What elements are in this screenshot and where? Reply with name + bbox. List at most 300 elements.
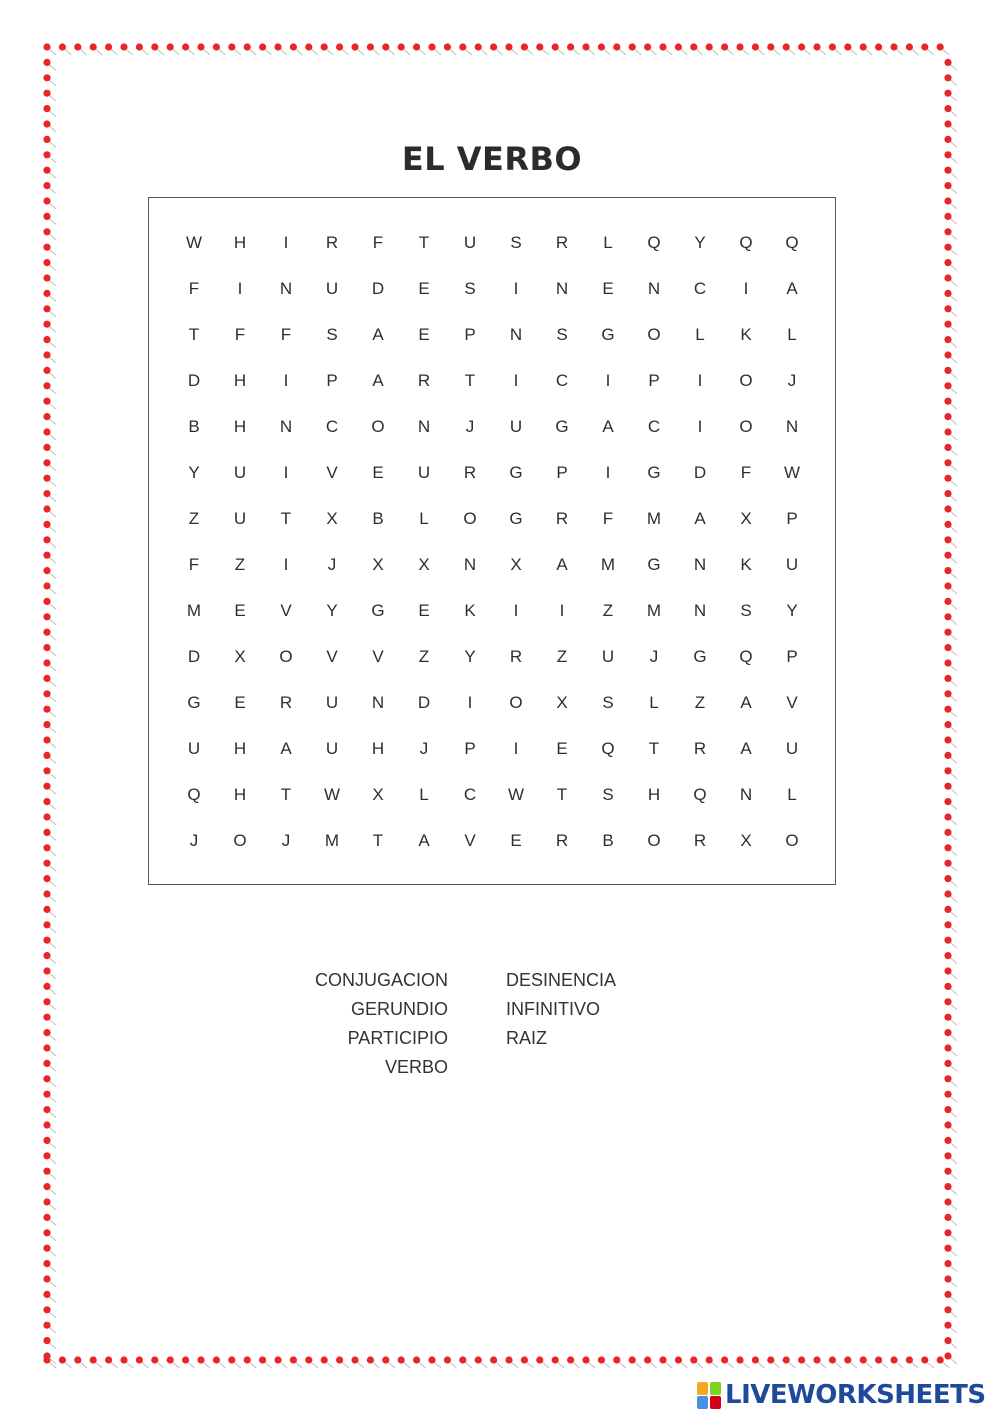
grid-cell[interactable]: J <box>787 371 797 390</box>
grid-cell[interactable]: V <box>280 601 292 620</box>
border-dot <box>944 860 951 867</box>
border-dot <box>43 690 50 697</box>
border-dot <box>43 783 50 790</box>
grid-cell[interactable]: U <box>233 509 247 528</box>
grid-cell[interactable]: F <box>234 325 246 344</box>
grid-cell[interactable]: U <box>509 417 523 436</box>
grid-cell[interactable]: M <box>186 601 202 620</box>
grid-cell[interactable]: G <box>647 463 661 482</box>
grid-cell[interactable]: D <box>371 279 385 298</box>
grid-cell[interactable]: Z <box>694 693 706 712</box>
grid-cell[interactable]: P <box>464 325 476 344</box>
grid-cell[interactable]: V <box>326 463 338 482</box>
grid-cell[interactable]: O <box>739 371 753 390</box>
grid-cell[interactable]: S <box>464 279 476 298</box>
border-dot <box>944 844 951 851</box>
border-dot <box>459 43 466 50</box>
grid-cell[interactable]: E <box>602 279 614 298</box>
border-dot <box>944 1137 951 1144</box>
grid-cell[interactable]: S <box>602 785 614 804</box>
border-dot <box>43 259 50 266</box>
grid-cell[interactable]: O <box>785 831 799 850</box>
grid-cell[interactable]: P <box>464 739 476 758</box>
border-dot <box>613 43 620 50</box>
grid-cell[interactable]: R <box>693 739 707 758</box>
grid-cell[interactable]: M <box>646 509 662 528</box>
border-dot <box>659 1356 666 1363</box>
grid-cell[interactable]: Q <box>739 233 753 252</box>
grid-cell[interactable]: P <box>786 509 798 528</box>
border-dot <box>567 43 574 50</box>
grid-cell[interactable]: X <box>740 831 752 850</box>
grid-cell[interactable]: L <box>695 325 705 344</box>
grid-cell[interactable]: N <box>647 279 661 298</box>
grid-cell[interactable]: K <box>740 325 752 344</box>
grid-cell[interactable]: O <box>647 831 661 850</box>
border-dot <box>43 321 50 328</box>
grid-cell[interactable]: H <box>233 233 247 252</box>
grid-cell[interactable]: F <box>280 325 292 344</box>
border-dot <box>43 844 50 851</box>
grid-cell[interactable]: H <box>233 417 247 436</box>
grid-cell[interactable]: T <box>188 325 200 344</box>
grid-cell[interactable]: I <box>559 601 565 620</box>
grid-cell[interactable]: A <box>740 739 752 758</box>
grid-cell[interactable]: Q <box>785 233 799 252</box>
border-dot <box>105 1356 112 1363</box>
grid-cell[interactable]: W <box>323 785 341 804</box>
grid-cell[interactable]: F <box>372 233 384 252</box>
grid-cell[interactable]: I <box>605 371 611 390</box>
word-item: DESINENCIA <box>506 970 617 990</box>
border-dot <box>459 1356 466 1363</box>
border-dot <box>43 1306 50 1313</box>
grid-cell[interactable]: O <box>463 509 477 528</box>
grid-cell[interactable]: I <box>283 233 289 252</box>
border-dot <box>944 659 951 666</box>
grid-cell[interactable]: F <box>188 279 200 298</box>
grid-cell[interactable]: E <box>372 463 384 482</box>
logo-text: LIVEWORKSHEETS <box>725 1380 986 1410</box>
grid-cell[interactable]: Z <box>418 647 430 666</box>
grid-cell[interactable]: P <box>786 647 798 666</box>
border-dot <box>490 43 497 50</box>
border-dot <box>944 613 951 620</box>
border-dot <box>944 598 951 605</box>
border-dot <box>944 398 951 405</box>
border-dot <box>944 736 951 743</box>
grid-cell[interactable]: O <box>509 693 523 712</box>
grid-cell[interactable]: W <box>783 463 801 482</box>
border-dot <box>860 43 867 50</box>
border-dot <box>43 398 50 405</box>
grid-cell[interactable]: J <box>649 647 659 666</box>
grid-cell[interactable]: T <box>648 739 660 758</box>
border-dot <box>43 1352 50 1359</box>
border-dot <box>43 536 50 543</box>
border-dot <box>43 444 50 451</box>
border-dot <box>944 1260 951 1267</box>
grid-cell[interactable]: B <box>188 417 200 436</box>
grid-cell[interactable]: A <box>602 417 614 436</box>
grid-cell[interactable]: H <box>647 785 661 804</box>
border-dot <box>43 428 50 435</box>
border-dot <box>944 752 951 759</box>
grid-cell[interactable]: I <box>283 555 289 574</box>
border-dot <box>305 1356 312 1363</box>
border-dot <box>752 43 759 50</box>
grid-cell[interactable]: J <box>327 555 337 574</box>
grid-cell[interactable]: C <box>463 785 477 804</box>
grid-cell[interactable]: A <box>372 325 384 344</box>
grid-cell[interactable]: D <box>187 371 201 390</box>
grid-cell[interactable]: O <box>371 417 385 436</box>
grid-cell[interactable]: X <box>510 555 522 574</box>
grid-cell[interactable]: O <box>739 417 753 436</box>
border-dot <box>43 351 50 358</box>
grid-cell[interactable]: H <box>233 785 247 804</box>
border-dot <box>43 629 50 636</box>
grid-cell[interactable]: E <box>418 325 430 344</box>
border-dot <box>43 767 50 774</box>
grid-cell[interactable]: T <box>280 785 292 804</box>
grid-cell[interactable]: N <box>555 279 569 298</box>
grid-cell[interactable]: Y <box>694 233 706 252</box>
border-dot <box>944 351 951 358</box>
border-dot <box>43 90 50 97</box>
grid-cell[interactable]: I <box>283 463 289 482</box>
grid-cell[interactable]: R <box>509 647 523 666</box>
grid-cell[interactable]: G <box>509 509 523 528</box>
word-search-box <box>148 197 836 885</box>
grid-cell[interactable]: A <box>418 831 430 850</box>
border-dot <box>59 1356 66 1363</box>
border-dot <box>629 43 636 50</box>
grid-cell[interactable]: S <box>556 325 568 344</box>
border-dot <box>944 59 951 66</box>
grid-cell[interactable]: Y <box>786 601 798 620</box>
grid-cell[interactable]: I <box>513 371 519 390</box>
grid-cell[interactable]: P <box>326 371 338 390</box>
grid-cell[interactable]: W <box>185 233 203 252</box>
grid-cell[interactable]: Y <box>188 463 200 482</box>
grid-cell[interactable]: U <box>325 739 339 758</box>
border-dot <box>505 43 512 50</box>
grid-cell[interactable]: T <box>372 831 384 850</box>
grid-cell[interactable]: R <box>279 693 293 712</box>
grid-cell[interactable]: H <box>371 739 385 758</box>
grid-cell[interactable]: V <box>464 831 476 850</box>
grid-cell[interactable]: Z <box>188 509 200 528</box>
grid-cell[interactable]: I <box>513 279 519 298</box>
grid-cell[interactable]: U <box>601 647 615 666</box>
grid-cell[interactable]: W <box>507 785 525 804</box>
border-dot <box>43 952 50 959</box>
border-dot <box>43 305 50 312</box>
grid-cell[interactable]: R <box>325 233 339 252</box>
grid-cell[interactable]: X <box>372 785 384 804</box>
border-dot <box>43 43 50 50</box>
grid-cell[interactable]: C <box>555 371 569 390</box>
grid-cell[interactable]: S <box>602 693 614 712</box>
grid-cell[interactable]: X <box>740 509 752 528</box>
grid-cell[interactable]: T <box>418 233 430 252</box>
grid-cell[interactable]: A <box>280 739 292 758</box>
grid-cell[interactable]: A <box>740 693 752 712</box>
border-dot <box>382 1356 389 1363</box>
border-dot <box>944 367 951 374</box>
border-dot <box>944 1291 951 1298</box>
grid-cell[interactable]: E <box>418 601 430 620</box>
grid-cell[interactable]: I <box>513 601 519 620</box>
grid-cell[interactable]: E <box>418 279 430 298</box>
grid-cell[interactable]: I <box>605 463 611 482</box>
grid-cell[interactable]: U <box>187 739 201 758</box>
grid-cell[interactable]: X <box>234 647 246 666</box>
grid-cell[interactable]: H <box>233 739 247 758</box>
grid-cell[interactable]: N <box>463 555 477 574</box>
grid-cell[interactable]: B <box>602 831 614 850</box>
grid-cell[interactable]: F <box>602 509 614 528</box>
border-dot <box>567 1356 574 1363</box>
grid-cell[interactable]: D <box>417 693 431 712</box>
border-dot <box>536 43 543 50</box>
word-search-grid <box>171 220 815 864</box>
grid-cell[interactable]: N <box>279 279 293 298</box>
border-dot <box>43 1245 50 1252</box>
grid-cell[interactable]: D <box>693 463 707 482</box>
grid-cell[interactable]: E <box>234 693 246 712</box>
border-dot <box>944 244 951 251</box>
grid-cell[interactable]: I <box>697 371 703 390</box>
border-dot <box>43 1260 50 1267</box>
grid-cell[interactable]: T <box>556 785 568 804</box>
grid-cell[interactable]: A <box>556 555 568 574</box>
word-list-left-column <box>315 966 448 1082</box>
grid-cell[interactable]: M <box>324 831 340 850</box>
border-dot <box>259 43 266 50</box>
grid-cell[interactable]: N <box>739 785 753 804</box>
grid-cell[interactable]: Q <box>647 233 661 252</box>
grid-cell[interactable]: Q <box>187 785 201 804</box>
border-dot <box>736 43 743 50</box>
grid-cell[interactable]: Q <box>693 785 707 804</box>
grid-cell[interactable]: L <box>603 233 613 252</box>
grid-cell[interactable]: U <box>233 463 247 482</box>
border-dot <box>944 413 951 420</box>
border-dot <box>944 1229 951 1236</box>
grid-cell[interactable]: M <box>646 601 662 620</box>
grid-cell[interactable]: R <box>555 233 569 252</box>
grid-cell[interactable]: X <box>418 555 430 574</box>
grid-cell[interactable]: O <box>279 647 293 666</box>
grid-cell[interactable]: R <box>417 371 431 390</box>
grid-cell[interactable]: C <box>647 417 661 436</box>
border-dot <box>43 413 50 420</box>
grid-cell[interactable]: F <box>188 555 200 574</box>
grid-cell[interactable]: N <box>693 601 707 620</box>
grid-cell[interactable]: J <box>465 417 475 436</box>
grid-cell[interactable]: G <box>601 325 615 344</box>
border-dot <box>844 1356 851 1363</box>
grid-cell[interactable]: O <box>233 831 247 850</box>
border-dot <box>43 182 50 189</box>
border-dot <box>43 875 50 882</box>
grid-cell[interactable]: L <box>649 693 659 712</box>
grid-cell[interactable]: D <box>187 647 201 666</box>
grid-cell[interactable]: E <box>510 831 522 850</box>
grid-cell[interactable]: E <box>556 739 568 758</box>
border-dot <box>944 1322 951 1329</box>
border-dot <box>944 567 951 574</box>
grid-cell[interactable]: N <box>371 693 385 712</box>
border-dot <box>944 1275 951 1282</box>
grid-cell[interactable]: I <box>513 739 519 758</box>
grid-cell[interactable]: E <box>234 601 246 620</box>
border-dot <box>944 952 951 959</box>
grid-cell[interactable]: G <box>647 555 661 574</box>
grid-cell[interactable]: B <box>372 509 384 528</box>
grid-cell[interactable]: U <box>463 233 477 252</box>
grid-cell[interactable]: J <box>281 831 291 850</box>
grid-cell[interactable]: I <box>283 371 289 390</box>
grid-cell[interactable]: S <box>740 601 752 620</box>
border-dot <box>43 552 50 559</box>
border-dot <box>43 290 50 297</box>
grid-cell[interactable]: N <box>693 555 707 574</box>
border-dot <box>74 1356 81 1363</box>
grid-cell[interactable]: A <box>786 279 798 298</box>
grid-cell[interactable]: N <box>785 417 799 436</box>
grid-cell[interactable]: C <box>325 417 339 436</box>
border-dot <box>43 1291 50 1298</box>
border-dot <box>228 43 235 50</box>
grid-cell[interactable]: J <box>419 739 429 758</box>
grid-cell[interactable]: Z <box>602 601 614 620</box>
border-dot <box>151 1356 158 1363</box>
border-dot <box>521 1356 528 1363</box>
grid-cell[interactable]: V <box>786 693 798 712</box>
grid-cell[interactable]: Q <box>739 647 753 666</box>
grid-cell[interactable]: N <box>279 417 293 436</box>
border-dot <box>944 767 951 774</box>
border-dot <box>937 43 944 50</box>
border-dot <box>944 197 951 204</box>
grid-cell[interactable]: G <box>509 463 523 482</box>
grid-cell[interactable]: A <box>694 509 706 528</box>
grid-cell[interactable]: Z <box>234 555 246 574</box>
border-dot <box>475 43 482 50</box>
grid-cell[interactable]: G <box>371 601 385 620</box>
grid-cell[interactable]: U <box>785 739 799 758</box>
grid-cell[interactable]: F <box>740 463 752 482</box>
border-dot <box>690 1356 697 1363</box>
grid-cell[interactable]: T <box>464 371 476 390</box>
grid-cell[interactable]: X <box>326 509 338 528</box>
grid-cell[interactable]: X <box>372 555 384 574</box>
grid-cell[interactable]: V <box>326 647 338 666</box>
border-dot <box>937 1356 944 1363</box>
grid-cell[interactable]: M <box>600 555 616 574</box>
grid-cell[interactable]: R <box>555 509 569 528</box>
border-dot <box>944 1352 951 1359</box>
grid-cell[interactable]: Z <box>556 647 568 666</box>
grid-cell[interactable]: U <box>325 693 339 712</box>
grid-cell[interactable]: G <box>693 647 707 666</box>
grid-cell[interactable]: V <box>372 647 384 666</box>
grid-cell[interactable]: X <box>556 693 568 712</box>
grid-cell[interactable]: G <box>555 417 569 436</box>
border-dot <box>944 813 951 820</box>
border-dot <box>43 120 50 127</box>
grid-cell[interactable]: Y <box>326 601 338 620</box>
grid-cell[interactable]: I <box>467 693 473 712</box>
grid-cell[interactable]: R <box>463 463 477 482</box>
border-dot <box>944 921 951 928</box>
grid-cell[interactable]: R <box>555 831 569 850</box>
grid-cell[interactable]: L <box>787 325 797 344</box>
grid-cell[interactable]: K <box>740 555 752 574</box>
grid-cell[interactable]: L <box>419 509 429 528</box>
grid-cell[interactable]: I <box>237 279 243 298</box>
border-dot <box>706 1356 713 1363</box>
liveworksheets-logo[interactable] <box>697 1377 986 1413</box>
border-dot <box>944 274 951 281</box>
grid-cell[interactable]: A <box>372 371 384 390</box>
border-dot <box>944 1245 951 1252</box>
border-dot <box>521 43 528 50</box>
border-dot <box>43 1229 50 1236</box>
border-dot <box>844 43 851 50</box>
grid-cell[interactable]: K <box>464 601 476 620</box>
page-title: EL VERBO <box>401 140 583 178</box>
grid-cell[interactable]: N <box>509 325 523 344</box>
grid-cell[interactable]: L <box>419 785 429 804</box>
border-dot <box>944 1214 951 1221</box>
border-dot <box>213 43 220 50</box>
grid-cell[interactable]: R <box>693 831 707 850</box>
border-dot <box>944 213 951 220</box>
border-dot <box>43 1322 50 1329</box>
grid-cell[interactable]: Q <box>601 739 615 758</box>
grid-cell[interactable]: S <box>510 233 522 252</box>
border-dot <box>944 90 951 97</box>
border-dot <box>829 43 836 50</box>
grid-cell[interactable]: J <box>189 831 199 850</box>
grid-cell[interactable]: S <box>326 325 338 344</box>
border-dot <box>182 1356 189 1363</box>
grid-cell[interactable]: C <box>693 279 707 298</box>
grid-cell[interactable]: U <box>417 463 431 482</box>
grid-cell[interactable]: H <box>233 371 247 390</box>
grid-cell[interactable]: O <box>647 325 661 344</box>
grid-cell[interactable]: U <box>325 279 339 298</box>
grid-cell[interactable]: T <box>280 509 292 528</box>
grid-cell[interactable]: Y <box>464 647 476 666</box>
grid-cell[interactable]: N <box>417 417 431 436</box>
grid-cell[interactable]: P <box>556 463 568 482</box>
grid-cell[interactable]: I <box>697 417 703 436</box>
grid-cell[interactable]: P <box>648 371 660 390</box>
border-dot <box>944 505 951 512</box>
grid-cell[interactable]: L <box>787 785 797 804</box>
border-dot <box>274 1356 281 1363</box>
border-dot <box>721 1356 728 1363</box>
border-dot <box>798 1356 805 1363</box>
grid-cell[interactable]: G <box>187 693 201 712</box>
grid-cell[interactable]: I <box>743 279 749 298</box>
grid-cell[interactable]: U <box>785 555 799 574</box>
